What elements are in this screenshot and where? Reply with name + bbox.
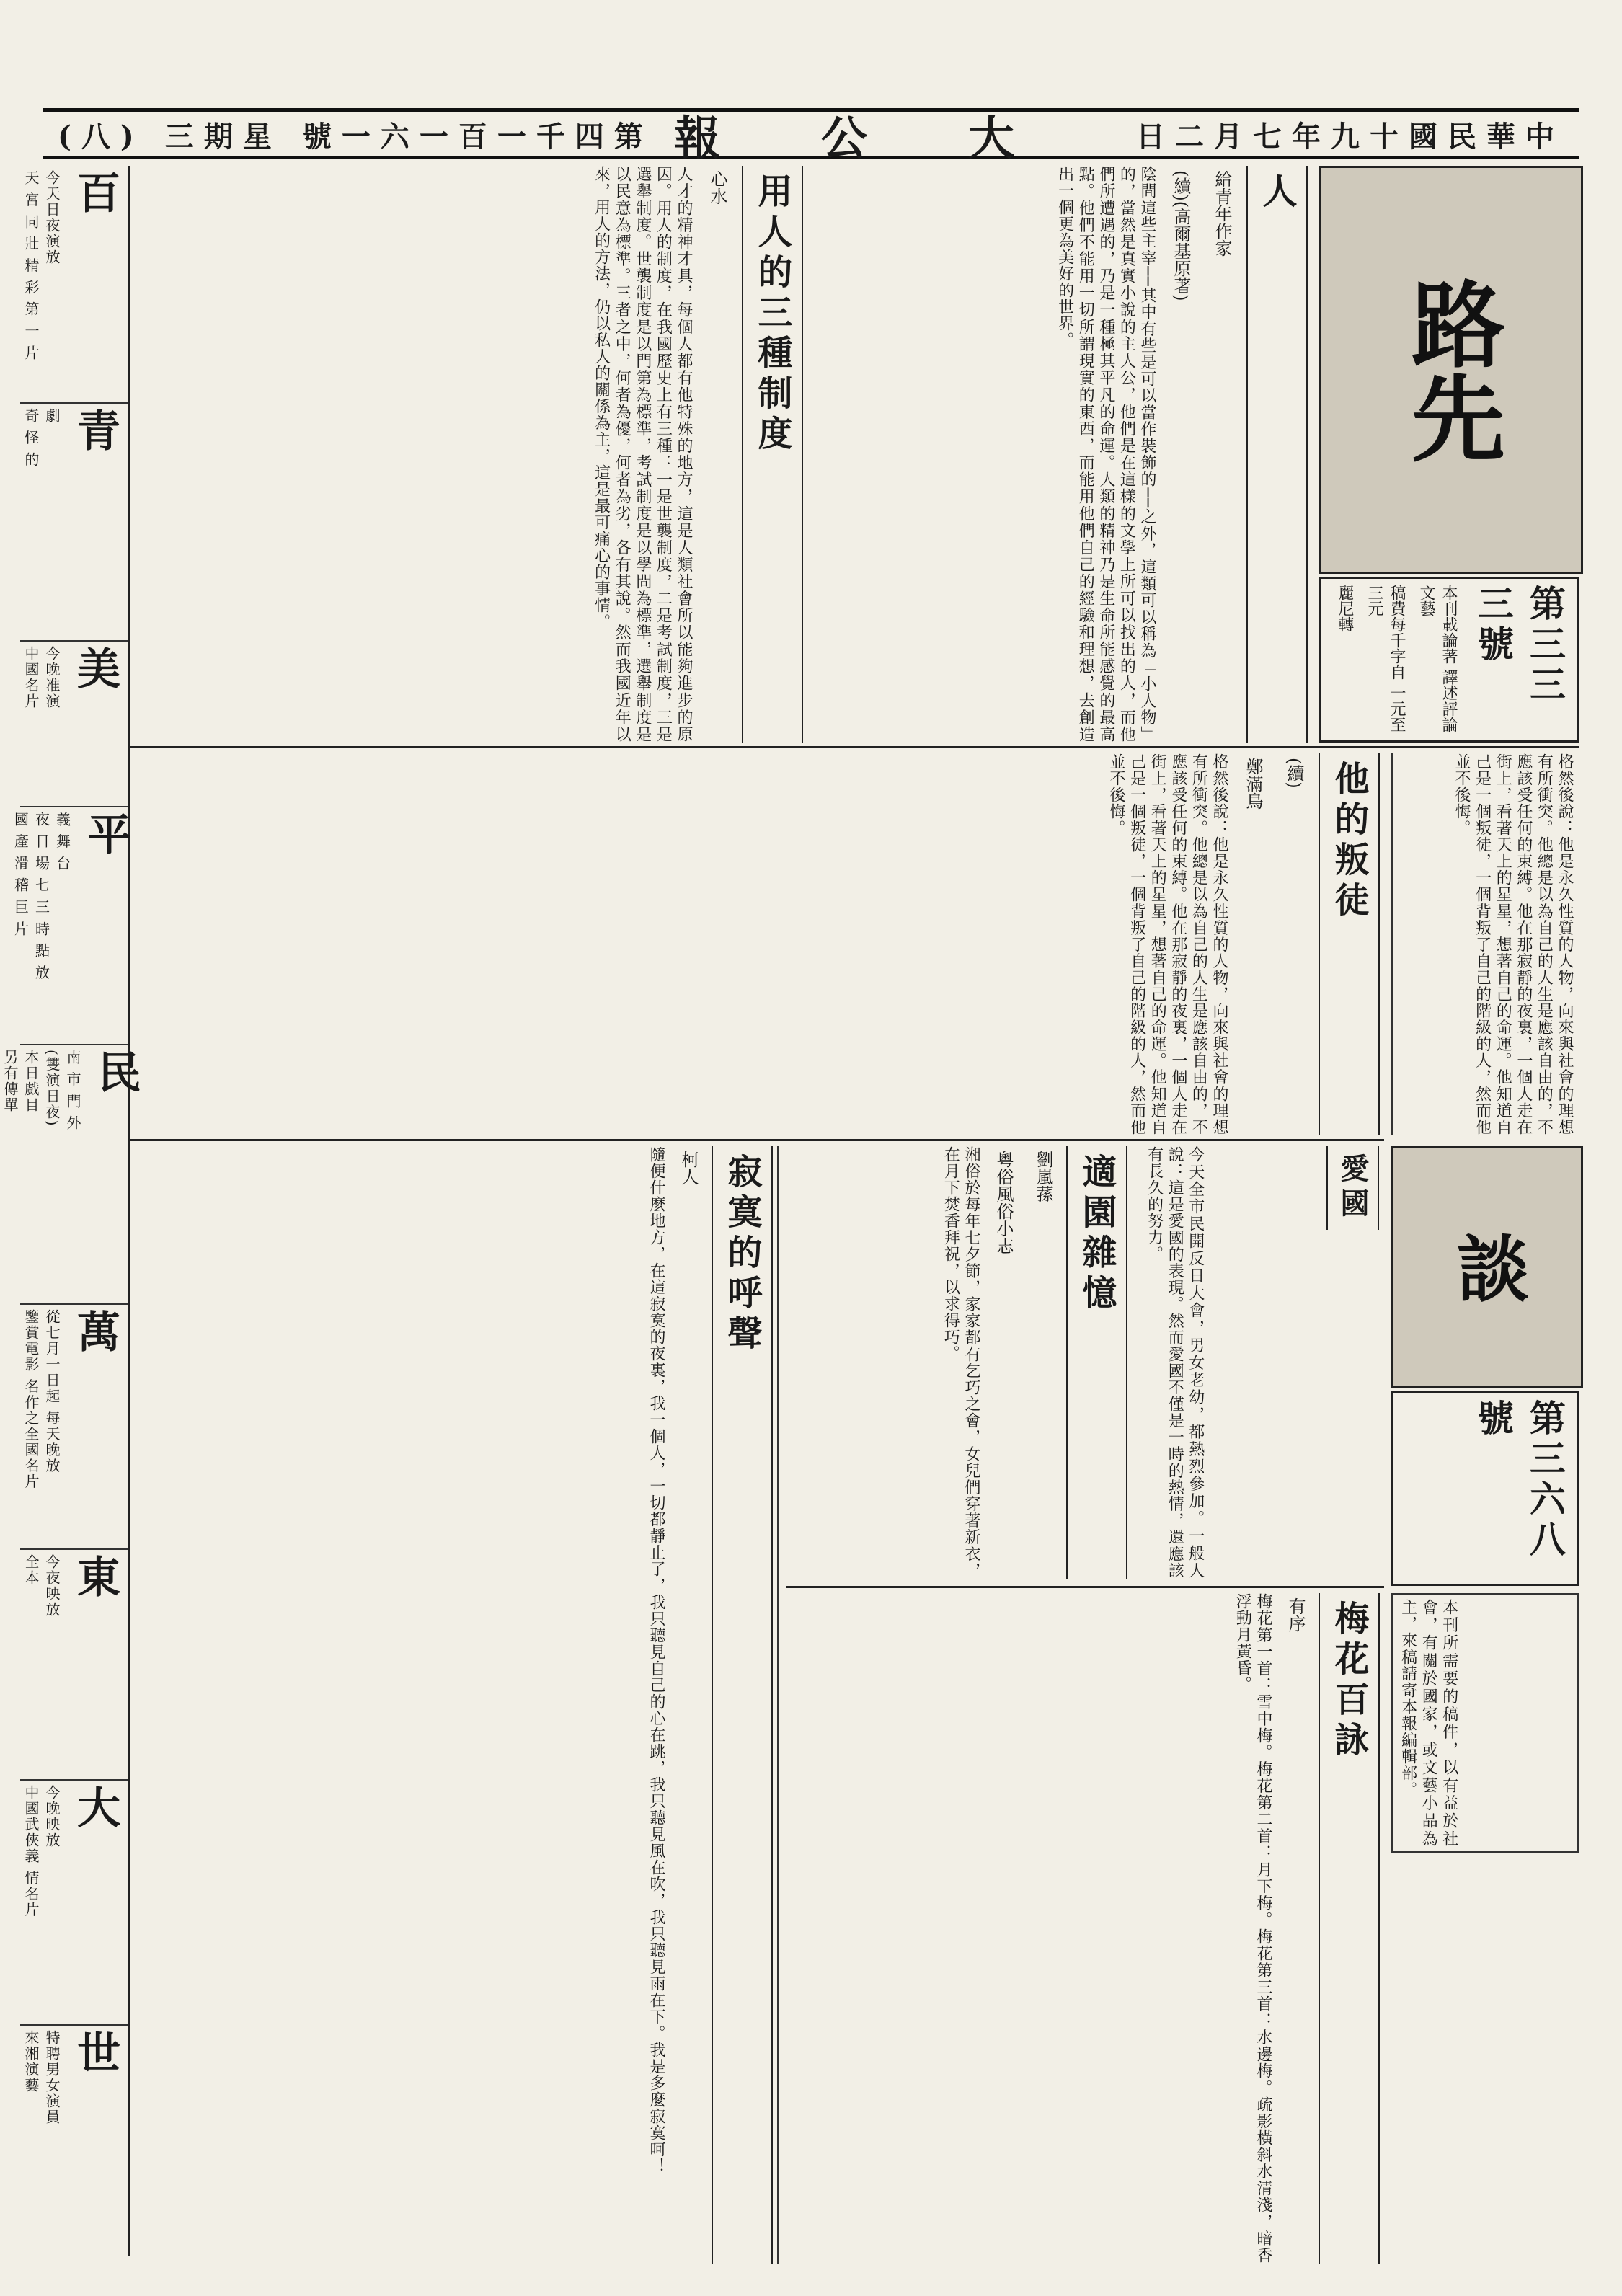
essay-title: 用人的三種制度 (742, 166, 803, 743)
ad-cinema-info: 中國武俠義 情名片 (22, 1785, 40, 1918)
plum-author: 有序 (1285, 1597, 1306, 1632)
traitor-intro-text: 格然後說：他是永久性質的人物，向來與社會的理想有所衝突。他總是以為自己的人生是應該自由的，不應該受任何的束縛。他在那寂靜的夜裏，一個人走在街上，看著天上的星星，想著自己的命運。他知道自己是一個叛徒，一個背叛了自己的階級的人，然而他並不後悔。 (1453, 753, 1574, 1135)
talk-sub-title: 愛國 (1326, 1146, 1379, 1230)
notice-box (1391, 1593, 1579, 1853)
ad-cell-6 (20, 1305, 128, 1550)
ad-cinema-info: 國 產 滑 稽 巨 片 (12, 812, 30, 937)
ad-cinema-name: 青 (70, 408, 120, 451)
ad-cinema-info: 今晚映放 (43, 1785, 61, 1848)
ad-cinema-info: 義 舞 台 (53, 812, 71, 872)
cry-article (130, 1146, 779, 2264)
ad-cinema-info: 今夜映放 (43, 1554, 61, 1618)
plum-title: 梅花百詠 (1319, 1593, 1380, 2264)
shiyuan-article (786, 1146, 1132, 1579)
ad-cinema-info: 今晚准演 (43, 646, 61, 709)
ad-cell-2 (20, 404, 128, 642)
masthead-issue: 號一六一百一千四第 (302, 120, 653, 154)
ad-cinema-info: 本日戲目 (22, 1050, 40, 1113)
essay-author: 心水 (707, 170, 727, 205)
feature-column-author: (續)(高爾基原著) (1171, 170, 1191, 301)
shiyuan-body: 湘俗於每年七夕節，家家都有乞巧之會，女兒們穿著新衣，在月下焚香拜祝，以求得巧。 (941, 1146, 980, 1579)
masthead (43, 108, 1579, 166)
ad-cinema-info: 天 宮 同 壯 精 彩 第 一 片 (22, 170, 40, 361)
masthead-page: (八) (58, 120, 144, 154)
talk-title-art: 談 (1445, 1231, 1530, 1303)
ad-cinema-info: 奇 怪 的 (22, 408, 40, 468)
ad-cinema-info: 今天日夜演放 (43, 170, 61, 265)
masthead-date: 日二月七年九十國民華中 (1135, 120, 1564, 154)
ad-cinema-info: (雙演日夜) (43, 1050, 61, 1127)
ad-cinema-info: 另有傳單 (1, 1050, 19, 1113)
feature-article (815, 166, 1312, 743)
traitor-author: 鄭滿鳥 (1243, 758, 1263, 810)
talk-sub (1326, 1146, 1384, 1456)
traitor-title: 他的叛徒 (1319, 753, 1380, 1135)
talk-issue-box (1391, 1391, 1579, 1586)
ad-cinema-name: 百 (70, 170, 120, 213)
shiyuan-title: 適園雜憶 (1066, 1146, 1127, 1579)
ad-cinema-info: 特聘男女演員 (43, 2030, 61, 2125)
ad-cinema-info: 來湘演藝 (22, 2030, 40, 2093)
masthead-title: 報公大 (673, 111, 1115, 166)
talk-illustration (1391, 1146, 1583, 1388)
traitor-body: 格然後說：他是永久性質的人物，向來與社會的理想有所衝突。他總是以為自己的人生是應該自由的，不應該受任何的束縛。他在那寂靜的夜裏，一個人走在街上，看著天上的星星，想著自己的命運。他知道自己是一個叛徒，一個背叛了自己的階級的人，然而他並不後悔。 (1107, 753, 1228, 1135)
feature-title-art: 路先 (1396, 276, 1507, 464)
talk-body: 今天全市民開反日大會，男女老幼，都熱烈參加。一般人說：這是愛國的表現。然而愛國不僅是一時的熱情，還應該有長久的努力。 (1145, 1146, 1205, 1579)
talk-issue-number: 第三六八號 (1472, 1399, 1566, 1561)
ad-cinema-info: 夜 日 場 七 三 時 點 放 (32, 812, 50, 981)
ad-cell-7 (20, 1550, 128, 1781)
section-divider (130, 1139, 1384, 1141)
feature-note: 本刊載論著 譯述評論文藝 (1417, 585, 1458, 732)
traitor-article (130, 753, 1384, 1135)
feature-note: 稿費每千字自 一元至三元 (1365, 585, 1406, 732)
ad-cinema-info: 從七月一日起 每天晚放 (43, 1309, 61, 1474)
traitor-intro (1391, 753, 1579, 1135)
shiyuan-author: 劉嵐蓀 (1033, 1151, 1053, 1202)
ad-cell-4 (12, 807, 131, 1045)
cry-title: 寂寞的呼聲 (712, 1146, 773, 2264)
feature-issue-number: 第三三三號 (1472, 585, 1566, 706)
ad-cinema-name: 世 (70, 2030, 120, 2073)
ad-cinema-name: 民 (91, 1050, 141, 1093)
feature-column-sub: 給青年作家 (1212, 170, 1232, 257)
section-divider (786, 1586, 1384, 1588)
ad-cinema-name: 萬 (70, 1309, 120, 1352)
essay-article (130, 166, 807, 743)
plum-body: 梅花第一首：雪中梅。梅花第二首：月下梅。梅花第三首：水邊梅。疏影橫斜水清淺，暗香浮動月黃昏。 (1233, 1593, 1272, 2264)
ad-cinema-name: 平 (80, 812, 131, 855)
section-divider (130, 746, 1579, 748)
ad-cinema-info: 鑒賞電影 名作之全國名片 (22, 1309, 40, 1490)
ad-cinema-info: 中國名片 (22, 646, 40, 709)
masthead-weekday: 三期星 (164, 120, 282, 154)
ad-cinema-name: 美 (70, 646, 120, 689)
ad-cell-1 (20, 166, 128, 404)
ad-cinema-info: 南 市 門 外 (64, 1050, 81, 1132)
cry-body: 隨便什麼地方，在這寂寞的夜裏，我一個人，一切都靜止了，我只聽見自己的心在跳，我只聽見風在吹，我只聽見雨在下。我是多麼寂寞呵！ (647, 1146, 665, 2174)
feature-column-title: 人 (1246, 166, 1308, 743)
ad-cinema-info: 全本 (22, 1554, 40, 1586)
shiyuan-subhead: 粵俗風俗小志 (993, 1151, 1014, 1254)
notice-text: 本刊所需要的稿件，以有益於社會，有關於國家，或文藝小品為主，來稿請寄本報編輯部。 (1399, 1599, 1458, 1847)
cry-author: 柯人 (678, 1151, 699, 1185)
feature-body: 陰間這些主宰──其中有些是可以當作裝飾的──之外，這類可以稱為「小人物」的，當然是真實小說的主人公，他們是在這樣的文學上所可以找出的人，而他們所遭遇的，乃是一種極其平凡的命運。人類的精神乃是生命所能感覺的最高點。他們不能用一切所謂現實的東西，而能用他們自己的經驗和理想，去創造出一個更為美好的世界。 (1055, 166, 1156, 743)
ad-cell-5 (1, 1045, 141, 1305)
traitor-status: (續) (1284, 758, 1304, 789)
feature-issue-box (1319, 577, 1579, 743)
ad-cell-3 (20, 642, 128, 807)
ad-cell-8 (20, 1781, 128, 2026)
feature-illustration (1319, 166, 1583, 574)
plum-article (786, 1593, 1384, 2264)
ad-cinema-name: 東 (70, 1554, 120, 1597)
ad-cell-9 (20, 2026, 128, 2285)
essay-body: 人才的精神才具，每個人都有他特殊的地方，這是人類社會所以能夠進步的原因。用人的制度，在我國歷史上有三種：一是世襲制度，二是考試制度，三是選舉制度。世襲制度是以門第為標準，考試制度是以學問為標準，選舉制度是以民意為標準。三者之中，何者為優，何者為劣，各有其說。然而我國近年以來，用人的方法，仍以私人的關係為主，這是最可痛心的事情。 (592, 166, 693, 743)
ad-cinema-name: 大 (70, 1785, 120, 1828)
ad-cinema-info: 劇 (43, 408, 61, 424)
cinema-ads-strip (1, 166, 141, 2256)
feature-editor: 麗尼轉 (1336, 585, 1354, 632)
talk-article (1139, 1146, 1319, 1579)
